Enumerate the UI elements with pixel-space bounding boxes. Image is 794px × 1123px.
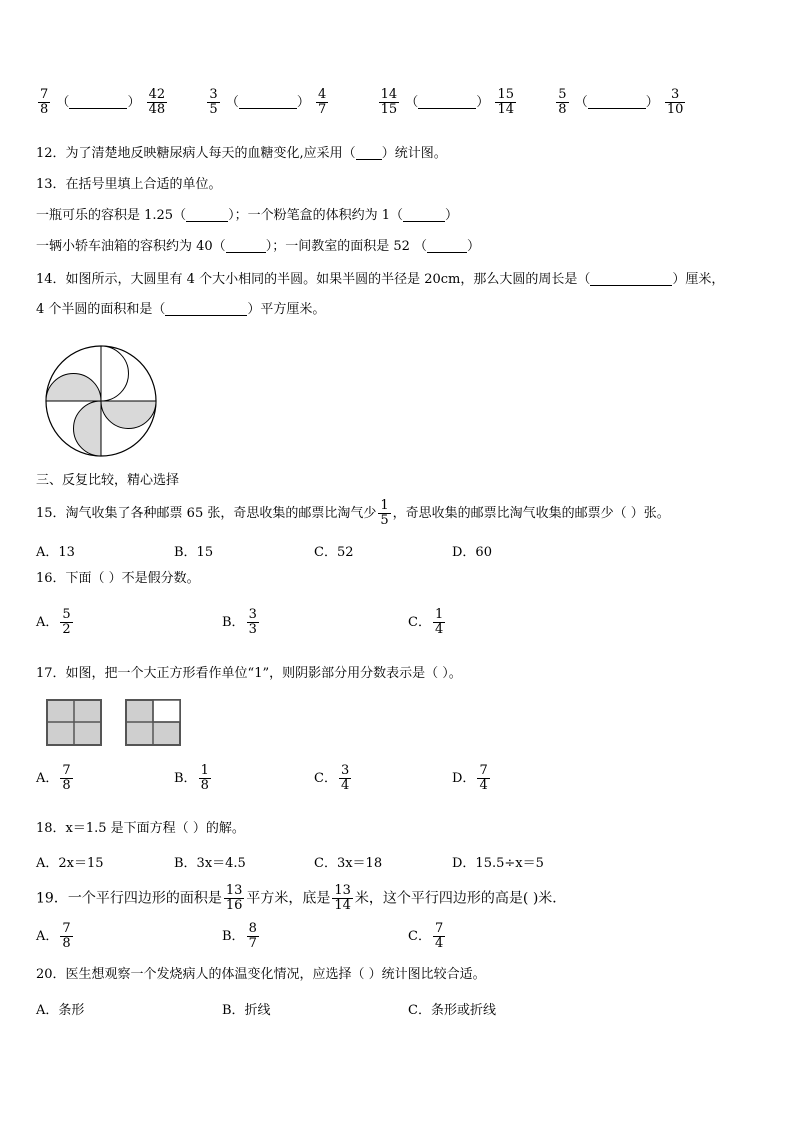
fraction: $\frac{4}{7}$ — [318, 87, 327, 117]
option-a[interactable]: A．条形 — [36, 1003, 85, 1018]
compare-row — [36, 88, 687, 117]
question-14-line-1: 14．如图所示，大圆里有 4 个大小相同的半圆。如果半圆的半径是 20cm，那么大圆的周长是（ ）厘米， — [36, 272, 725, 287]
option-c[interactable]: C． $\frac{1}{4}$ — [408, 607, 444, 637]
option-a[interactable]: A．2x＝15 — [36, 856, 104, 871]
answer-blank[interactable] — [427, 240, 467, 253]
fraction: $\frac{3}{5}$ — [209, 87, 218, 117]
question-13-line-2: 一辆小轿车油箱的容积约为 40（ ）；一间教室的面积是 52 （ ） — [36, 239, 481, 254]
option-c[interactable]: C． $\frac{7}{4}$ — [408, 921, 444, 951]
compare-pair-4: $\frac{5}{8}$ （ ） $\frac{3}{10}$ — [558, 87, 684, 117]
fraction: $\frac{42}{48}$ — [148, 87, 166, 117]
compare-pair-3: $\frac{14}{15}$ （ ） $\frac{15}{14}$ — [380, 87, 514, 117]
fraction: $\frac{15}{14}$ — [497, 87, 514, 117]
option-d[interactable]: D．60 — [452, 545, 492, 560]
answer-blank[interactable] — [356, 147, 382, 160]
question-15: 15．淘气收集了各种邮票 65 张，奇思收集的邮票比淘气少 $\frac{1}{5}$ ，奇思收集的邮票比淘气收集的邮票少（ ）张。 — [36, 498, 670, 528]
option-c[interactable]: C．3x＝18 — [314, 856, 383, 871]
option-b[interactable]: B．3x＝4.5 — [174, 856, 246, 871]
option-d[interactable]: D．15.5÷x＝5 — [452, 856, 544, 871]
option-b[interactable]: B．15 — [174, 545, 214, 560]
option-a[interactable]: A． $\frac{5}{2}$ — [36, 607, 71, 637]
answer-blank[interactable] — [186, 209, 228, 222]
fraction: $\frac{5}{8}$ — [558, 87, 567, 117]
answer-blank[interactable] — [403, 209, 445, 222]
option-a[interactable]: A．13 — [36, 545, 75, 560]
question-13-title: 13．在括号里填上合适的单位。 — [36, 177, 222, 192]
question-17: 17．如图，把一个大正方形看作单位“1”，则阴影部分用分数表示是（ ）。 — [36, 666, 462, 681]
question-18: 18．x＝1.5 是下面方程（ ）的解。 — [36, 821, 245, 836]
option-a[interactable]: A． $\frac{7}{8}$ — [36, 921, 71, 951]
circle-semicircles-figure — [42, 342, 160, 460]
answer-blank[interactable] — [69, 96, 127, 109]
fraction: $\frac{3}{10}$ — [666, 87, 684, 117]
question-12: 12．为了清楚地反映糖尿病人每天的血糖变化,应采用（ ）统计图。 — [36, 146, 447, 161]
option-a[interactable]: A． $\frac{7}{8}$ — [36, 763, 71, 793]
answer-blank[interactable] — [226, 240, 266, 253]
answer-blank[interactable] — [588, 96, 646, 109]
section-heading: 三、反复比较，精心选择 — [36, 473, 180, 488]
answer-blank[interactable] — [590, 273, 672, 286]
option-b[interactable]: B． $\frac{1}{8}$ — [174, 763, 209, 793]
option-c[interactable]: C． $\frac{3}{4}$ — [314, 763, 350, 793]
question-20: 20．医生想观察一个发烧病人的体温变化情况，应选择（ ）统计图比较合适。 — [36, 967, 486, 982]
squares-figure — [46, 699, 182, 747]
answer-blank[interactable] — [239, 96, 297, 109]
option-c[interactable]: C．条形或折线 — [408, 1003, 496, 1018]
answer-blank[interactable] — [165, 303, 247, 316]
fraction: $\frac{1}{5}$ — [380, 498, 389, 528]
fraction: $\frac{14}{15}$ — [380, 87, 398, 117]
question-19: 19．一个平行四边形的面积是 $\frac{13}{16}$ 平方米，底是 $\frac{13}{14}$ 米，这个平行四边形的高是( )米． — [36, 883, 567, 913]
option-c[interactable]: C．52 — [314, 545, 354, 560]
fraction: $\frac{7}{8}$ — [40, 87, 49, 117]
question-16: 16．下面（ ）不是假分数。 — [36, 571, 200, 586]
compare-pair-1: $\frac{7}{8}$ （ ） $\frac{42}{48}$ — [40, 87, 166, 117]
option-b[interactable]: B． $\frac{8}{7}$ — [222, 921, 257, 951]
option-b[interactable]: B． $\frac{3}{3}$ — [222, 607, 257, 637]
question-13-line-1: 一瓶可乐的容积是 1.25（ ）；一个粉笔盒的体积约为 1（ ） — [36, 208, 458, 223]
question-14-line-2: 4 个半圆的面积和是（ ）平方厘米。 — [36, 302, 326, 317]
answer-blank[interactable] — [418, 96, 476, 109]
compare-pair-2: $\frac{3}{5}$ （ ） $\frac{4}{7}$ — [209, 87, 327, 117]
option-d[interactable]: D． $\frac{7}{4}$ — [452, 763, 488, 793]
option-b[interactable]: B．折线 — [222, 1003, 271, 1018]
